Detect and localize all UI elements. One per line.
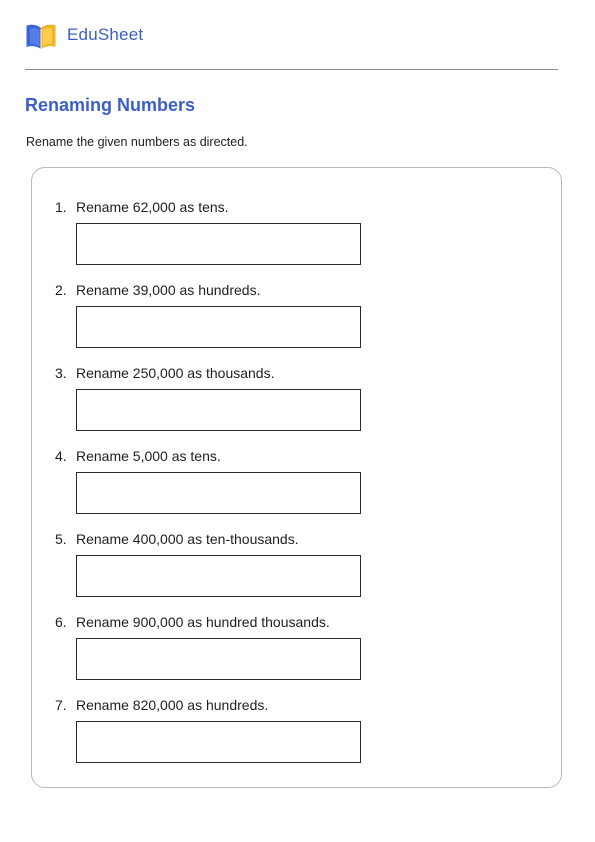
question-item (32, 613, 561, 696)
answer-field[interactable] (76, 555, 361, 597)
answer-field[interactable] (76, 223, 361, 265)
answer-field[interactable] (76, 721, 361, 763)
instructions: Rename the given numbers as directed. (26, 135, 248, 149)
question-text: Rename 400,000 as ten-thousands. (76, 531, 299, 547)
question-number: 7. (55, 697, 67, 713)
page-title: Renaming Numbers (25, 95, 196, 115)
question-text: Rename 39,000 as hundreds. (76, 282, 261, 298)
open-book-icon (25, 20, 57, 52)
answer-field[interactable] (76, 472, 361, 514)
question-item (32, 281, 561, 364)
header-divider (25, 69, 558, 70)
question-item (32, 364, 561, 447)
answer-field[interactable] (76, 306, 361, 348)
question-box (31, 167, 562, 788)
question-number: 3. (55, 365, 67, 381)
question-number: 2. (55, 282, 67, 298)
question-number: 4. (55, 448, 67, 464)
answer-field[interactable] (76, 638, 361, 680)
question-number: 5. (55, 531, 67, 547)
question-text: Rename 5,000 as tens. (76, 448, 221, 464)
question-item (32, 530, 561, 613)
header (25, 20, 143, 52)
question-text: Rename 900,000 as hundred thousands. (76, 614, 330, 630)
question-text: Rename 250,000 as thousands. (76, 365, 275, 381)
brand-name: EduSheet (67, 25, 144, 44)
question-text: Rename 62,000 as tens. (76, 199, 229, 215)
question-number: 6. (55, 614, 67, 630)
question-number: 1. (55, 199, 67, 215)
question-item (32, 696, 561, 779)
question-item (32, 447, 561, 530)
question-item (32, 198, 561, 281)
answer-field[interactable] (76, 389, 361, 431)
question-text: Rename 820,000 as hundreds. (76, 697, 269, 713)
